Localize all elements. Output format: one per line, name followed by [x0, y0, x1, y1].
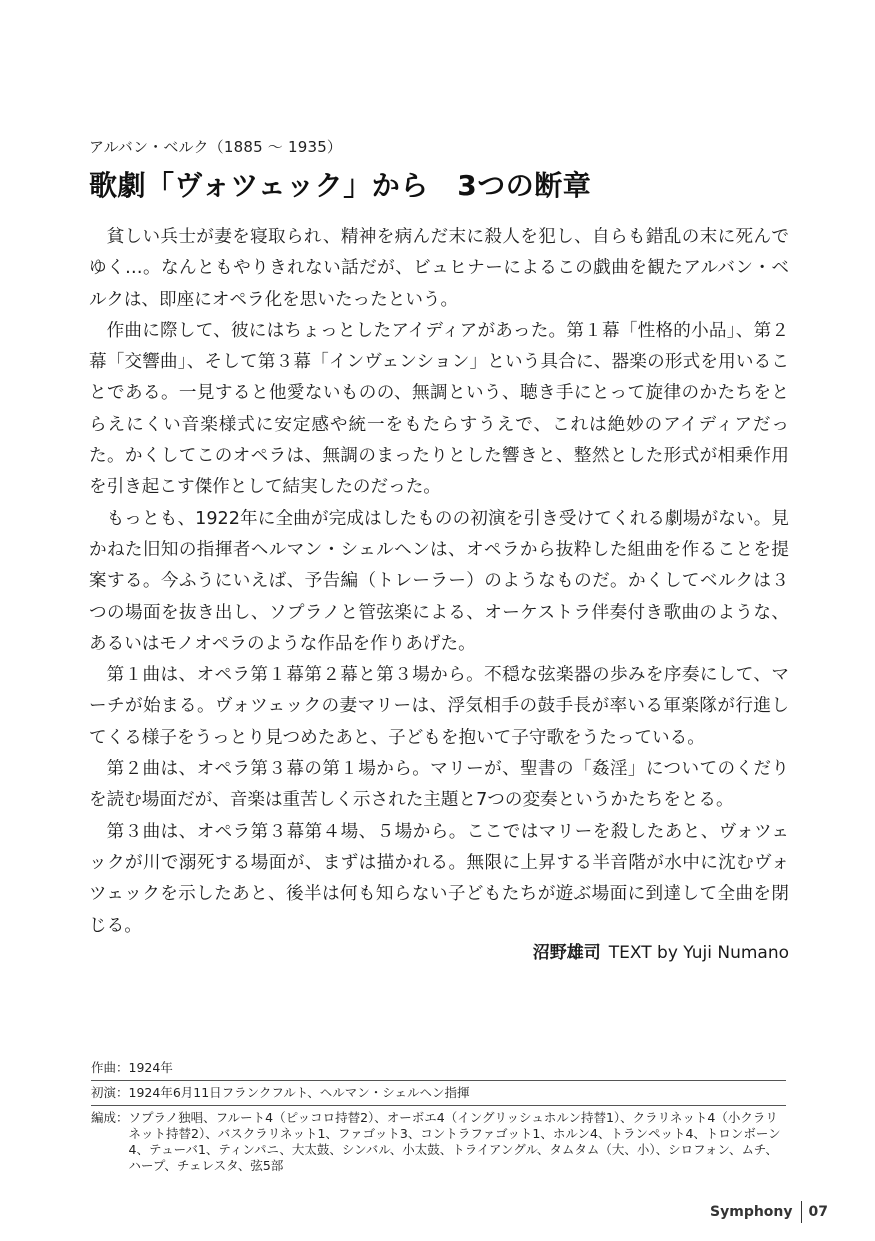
composed-row — [91, 1058, 786, 1080]
piece-title: 歌劇「ヴォツェック」から 3つの断章 — [89, 169, 592, 202]
premiere-row — [91, 1080, 786, 1105]
paragraph: 貧しい兵士が妻を寝取られ、精神を病んだ末に殺人を犯し、自らも錯乱の末に死んでゆく…。なんともやりきれない話だが、ビュヒナーによるこの戯曲を観たアルバン・ベルクは、即座にオペラ化を思いたったという。 — [89, 227, 789, 310]
premiere-value: 1924年6月11日フランクフルト、ヘルマン・シェルヘン指揮 — [128, 1085, 470, 1100]
instrumentation-row — [91, 1105, 786, 1178]
footer-divider — [801, 1201, 802, 1223]
author-name: 沼野雄司 — [532, 943, 601, 963]
article-body — [89, 222, 789, 942]
work-info — [91, 1058, 786, 1178]
paragraph: もっとも、1922年に全曲が完成はしたものの初演を引き受けてくれる劇場がない。見かねた旧知の指揮者ヘルマン・シェルヘンは、オペラから抜粋した組曲を作ることを提案する。今ふうにいえば、予告編（トレーラー）のようなものだ。かくしてベルクは３つの場面を抜き出し、ソプラノと管弦楽による、オーケストラ伴奏付き歌曲のような、あるいはモノオペラのような作品を作りあげた。 — [89, 508, 789, 654]
instrumentation-value: ソプラノ独唱、フルート4（ピッコロ持替2）、オーボエ4（イングリッシュホルン持替1）、クラリネット4（小クラリネット持替2）、バスクラリネット1、ファゴット3、コントラファゴット1、ホルン4、トランペット4、トロンボーン4、テューバ1、ティンパニ、大太鼓、シンバル、小太鼓、トライアングル、タムタム（大、小）、シロフォン、ムチ、ハープ、チェレスタ、弦5部 — [128, 1110, 781, 1173]
author-credit — [533, 938, 789, 963]
instrumentation-label: 編成： — [91, 1110, 129, 1125]
page-number: 07 — [808, 1204, 828, 1220]
page-footer — [710, 1201, 828, 1223]
paragraph: 第２曲は、オペラ第３幕の第１場から。マリーが、聖書の「姦淫」についてのくだりを読む場面だが、音楽は重苦しく示された主題と7つの変奏というかたちをとる。 — [89, 759, 789, 811]
composed-value: 1924年 — [128, 1060, 173, 1075]
premiere-label: 初演： — [91, 1085, 129, 1100]
paragraph: 第３曲は、オペラ第３幕第４場、５場から。ここではマリーを殺したあと、ヴォツェックが川で溺死する場面が、まずは描かれる。無限に上昇する半音階が水中に沈むヴォツェックを示したあと、後半は何も知らない子どもたちが遊ぶ場面に到達して全曲を閉じる。 — [89, 821, 789, 936]
paragraph: 第１曲は、オペラ第１幕第２幕と第３場から。不穏な弦楽器の歩みを序奏にして、マーチが始まる。ヴォツェックの妻マリーは、浮気相手の鼓手長が率いる軍楽隊が行進してくる様子をうっとり見つめたあと、子どもを抱いて子守歌をうたっている。 — [89, 665, 789, 748]
magazine-name: Symphony — [710, 1204, 793, 1220]
author-credit-text: TEXT by Yuji Numano — [608, 943, 789, 963]
composer-name: アルバン・ベルク（1885 ～ 1935） — [89, 138, 343, 156]
composed-label: 作曲： — [91, 1060, 129, 1075]
paragraph: 作曲に際して、彼にはちょっとしたアイディアがあった。第１幕「性格的小品」、第２幕「交響曲」、そして第３幕「インヴェンション」という具合に、器楽の形式を用いることである。一見すると他愛ないものの、無調という、聴き手にとって旋律のかたちをとらえにくい音楽様式に安定感や統一をもたらすうえで、これは絶妙のアイディアだった。かくしてこのオペラは、無調のまったりとした響きと、整然とした形式が相乗作用を引き起こす傑作として結実したのだった。 — [89, 320, 789, 498]
